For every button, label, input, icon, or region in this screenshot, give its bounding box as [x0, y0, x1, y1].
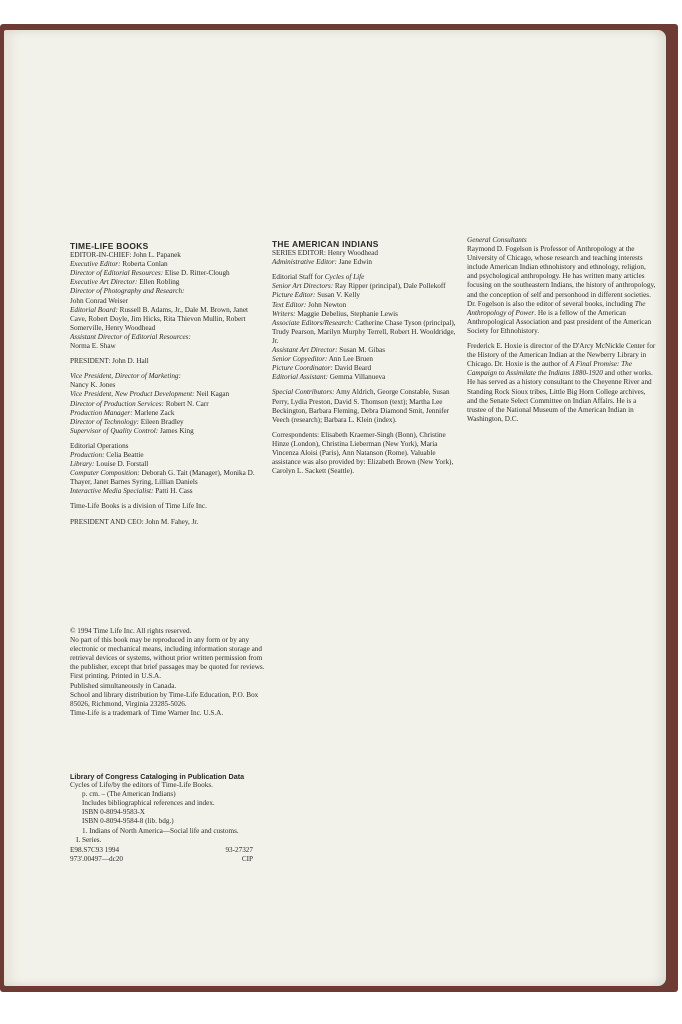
- cataloging-line: 1. Indians of North America—Social life and customs.: [82, 826, 239, 835]
- credit-line: Interactive Media Specialist: Patti H. Cass: [70, 487, 193, 496]
- printing-line: First printing. Printed in U.S.A.: [70, 672, 162, 681]
- credit-line: Picture Editor: Susan V. Kelly: [272, 291, 360, 300]
- consultant-bio: Frederick E. Hoxie is director of the D'Arcy McNickle Center for the History of the American Indian at the Newberry Library in Chicago. Dr. Hoxie is the author of A Final Promise: The Campaign to Assimilate the Indians 1880-1920 and other works. He has served as a history consultant to the Cheyenne River and Standing Rock Sioux tribes, Little Big Horn College archives, and the Senate Select Committee on Indian Affairs. He is a trustee of the National Museum of the American Indian in Washington, D.C.: [467, 342, 656, 423]
- credit-line: Director of Technology: Eileen Bradley: [70, 417, 184, 426]
- cip-label: CIP: [241, 854, 253, 863]
- credit-line: Production Manager: Marlene Zack: [70, 408, 175, 417]
- credit-line: Editorial Assistant: Gemma Villanueva: [272, 373, 386, 382]
- credit-line: EDITOR-IN-CHIEF: John L. Papanek: [70, 251, 181, 260]
- american-indians-credits: [272, 240, 460, 476]
- credit-line: Production: Celia Beattie: [70, 450, 144, 459]
- cataloging-line: Cycles of Life/by the editors of Time-Life Books.: [70, 781, 213, 790]
- credit-line: Editorial Staff for Cycles of Life: [272, 273, 365, 282]
- correspondents-note: Correspondents: Elisabeth Kraemer-Singh (Bonn), Christine Hinze (London), Christina Lieberman (New York), Maria Vincenza Aloisi (Paris), Ann Natanson (Rome). Valuable assistance was also provided by: Elizabeth Brown (New York), Carolyn L. Sackett (Seattle).: [272, 430, 454, 476]
- trademark-line: Time-Life is a trademark of Time Warner Inc. U.S.A.: [70, 708, 224, 717]
- call-number-row: [70, 855, 265, 864]
- credit-line: Director of Production Services: Robert N. Carr: [70, 399, 209, 408]
- credit-line: Senior Copyeditor: Ann Lee Bruen: [272, 355, 374, 364]
- credit-name: Nancy K. Jones: [70, 381, 116, 390]
- cataloging-line: ISBN 0-8094-9583-X: [82, 808, 145, 817]
- division-note: Time-Life Books is a division of Time Life Inc.: [70, 502, 207, 511]
- credit-line: Administrative Editor: Jane Edwin: [272, 258, 373, 267]
- credit-line: Editorial Board: Russell B. Adams, Jr., Dale M. Brown, Janet Cave, Robert Doyle, Jim Hicks, Rita Thievon Mullin, Robert Somerville, Henry Woodhead: [70, 305, 249, 332]
- credit-line: Director of Editorial Resources: Elise D. Ritter-Clough: [70, 269, 230, 278]
- consultants-section: [467, 236, 657, 424]
- copyright-body: No part of this book may be reproduced in any form or by any electronic or mechanical means, including information storage and retrieval devices or systems, without prior written permission from the publisher, except that brief passages may be quoted for reviews.: [70, 636, 265, 672]
- credit-line: Senior Art Directors: Ray Ripper (principal), Dale Pollekoff: [272, 282, 446, 291]
- credit-line: Associate Editors/Research: Catherine Chase Tyson (principal), Trudy Pearson, Marilyn Murphy Terrell, Robert H. Wooldridge, Jr.: [272, 318, 456, 345]
- credit-name: John Conrad Weiser: [70, 296, 128, 305]
- cataloging-data: [70, 772, 265, 864]
- credit-line: Assistant Art Director: Susan M. Gibas: [272, 346, 386, 355]
- consultant-bio: Raymond D. Fogelson is Professor of Anthropology at the University of Chicago, whose research and teaching interests include American Indian ethnohistory and ethnology, religion, and psychological anthropology. He has written many articles focusing on the southeastern Indians, the history of anthropology, and the conception of self and personhood in different societies. Dr. Fogelson is also the editor of several books, including The Anthropology of Power. He is a fellow of the American Anthropological Association and past president of the American Society for Ethnohistory.: [467, 245, 656, 335]
- credit-line: Vice President, New Product Development: Neil Kagan: [70, 390, 230, 399]
- credit-role: Vice President, Director of Marketing:: [70, 372, 181, 381]
- credit-line: Text Editor: John Newton: [272, 300, 347, 309]
- copyright-line: © 1994 Time Life Inc. All rights reserved.: [70, 627, 192, 635]
- credit-line: Executive Art Director: Ellen Robling: [70, 278, 180, 287]
- distribution-line: School and library distribution by Time-Life Education, P.O. Box 85026, Richmond, Virginia 23285-5026.: [70, 690, 259, 708]
- call-number-row: [70, 846, 265, 855]
- cataloging-line: p. cm. – (The American Indians): [82, 790, 176, 799]
- section-subheading: Editorial Operations: [70, 441, 129, 450]
- credit-line: Computer Composition: Deborah G. Tait (Manager), Monika D. Thayer, Janet Barnes Syring, Lillian Daniels: [70, 469, 255, 487]
- published-line: Published simultaneously in Canada.: [70, 681, 177, 690]
- time-life-books-credits: [70, 242, 265, 527]
- ceo-line: PRESIDENT AND CEO: John M. Fahey, Jr.: [70, 517, 199, 526]
- credit-name: Norma E. Shaw: [70, 342, 116, 351]
- president-line: PRESIDENT: John D. Hall: [70, 357, 149, 366]
- call-number: E98.S7C93 1994: [70, 845, 120, 854]
- credit-line: SERIES EDITOR: Henry Woodhead: [272, 249, 378, 258]
- copyright-block: [70, 627, 265, 718]
- section-heading: TIME-LIFE BOOKS: [70, 241, 149, 251]
- credit-role: Assistant Director of Editorial Resources:: [70, 332, 191, 341]
- credit-line: Special Contributors: Amy Aldrich, George Constable, Susan Perry, Lydia Preston, David S. Thomson (text); Martha Lee Beckington, Barbara Fleming, Debra Diamond Smit, Jennifer Veech (research); Barbara L. Klein (index).: [272, 388, 450, 424]
- cataloging-title: Library of Congress Cataloging in Publication Data: [70, 772, 245, 781]
- cataloging-line: I. Series.: [76, 835, 102, 844]
- cataloging-line: ISBN 0-8094-9584-8 (lib. bdg.): [82, 817, 174, 826]
- credit-line: Library: Louise D. Forstall: [70, 460, 149, 469]
- credit-line: Writers: Maggie Debelius, Stephanie Lewis: [272, 309, 398, 318]
- credit-role: Director of Photography and Research:: [70, 287, 185, 296]
- catalog-number: 93-27327: [225, 845, 253, 854]
- section-subheading: General Consultants: [467, 236, 527, 244]
- credit-line: Picture Coordinator: David Beard: [272, 364, 372, 373]
- call-number: 973'.00497—dc20: [70, 854, 124, 863]
- credit-line: Executive Editor: Roberta Conlan: [70, 260, 168, 269]
- cataloging-line: Includes bibliographical references and index.: [82, 799, 215, 808]
- credit-line: Supervisor of Quality Control: James King: [70, 426, 194, 435]
- section-heading: THE AMERICAN INDIANS: [272, 239, 379, 249]
